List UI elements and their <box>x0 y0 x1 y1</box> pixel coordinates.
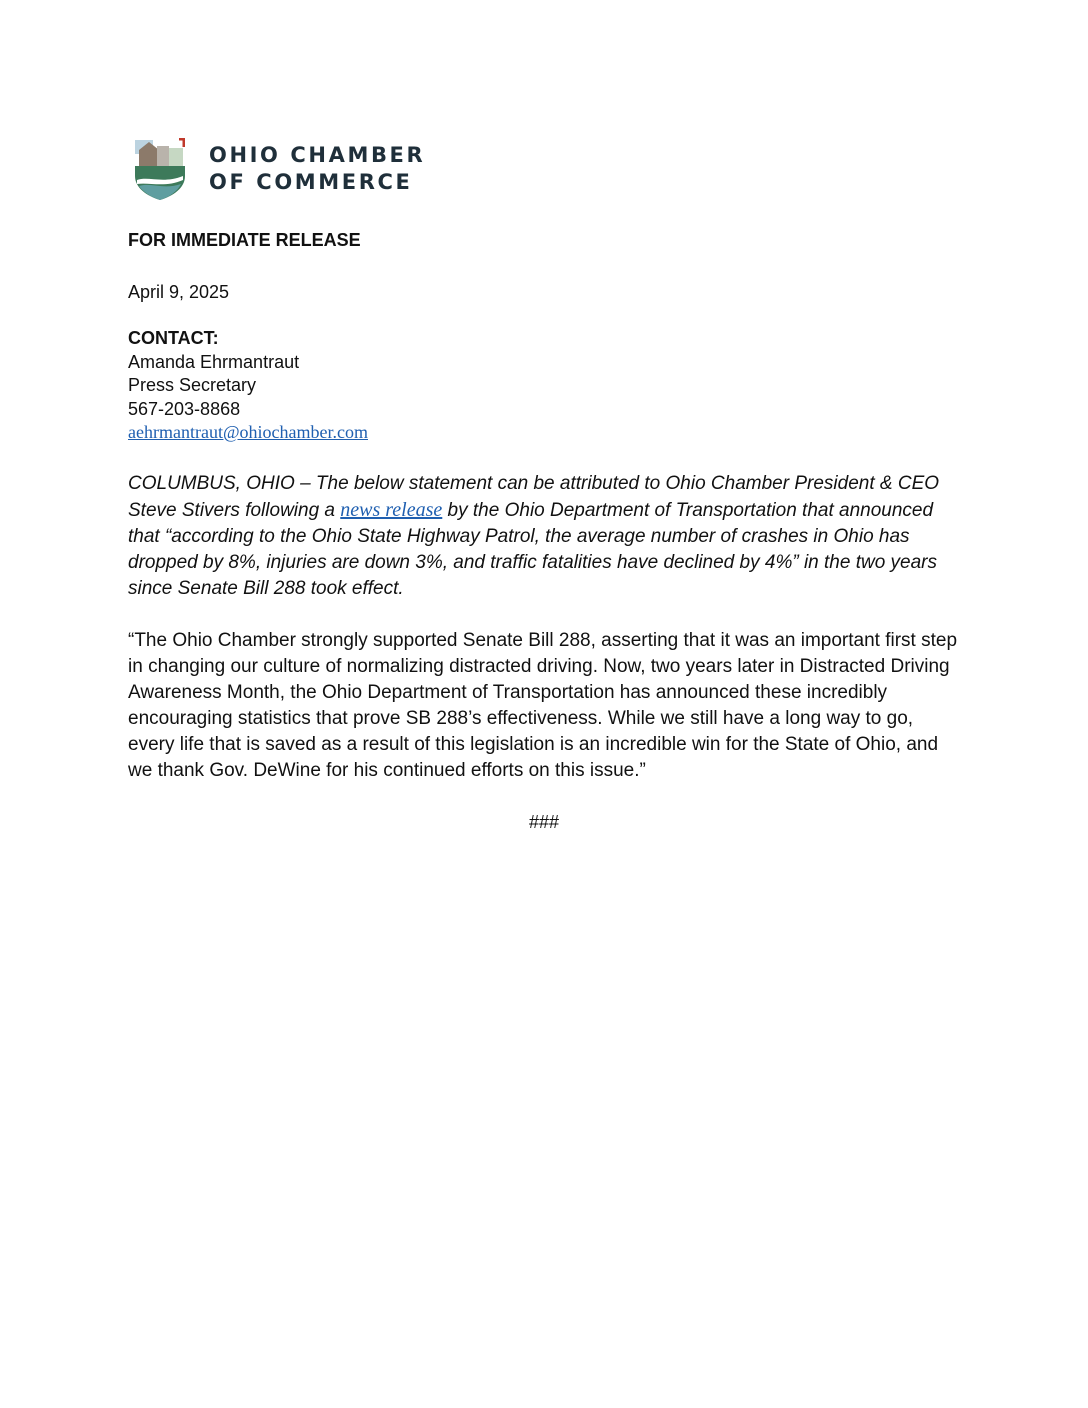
contact-email-link[interactable]: aehrmantraut@ohiochamber.com <box>128 422 368 442</box>
statement-quote: “The Ohio Chamber strongly supported Senate Bill 288, asserting that it was an important first step in changing our culture of normalizing distracted driving. Now, two years later in Distracted Driving Awareness Month, the Ohio Department of Transportation has announced these incredibly encouraging statistics that prove SB 288’s effectiveness. While we still have a long way to go, every life that is saved as a result of this legislation is an incredible win for the State of Ohio, and we thank Gov. DeWine for his continued efforts on this issue.” <box>128 629 958 781</box>
lede-text-1: COLUMBUS, OHIO – The below statement can be attributed to Ohio Chamber President & CEO Steve Stivers following a <box>128 472 940 521</box>
release-date: April 9, 2025 <box>128 282 230 302</box>
end-mark: ### <box>528 811 560 832</box>
logo-line-1: OHIO CHAMBER <box>209 143 426 167</box>
contact-name: Amanda Ehrmantraut <box>128 351 300 372</box>
lede-paragraph <box>128 471 960 602</box>
ohio-chamber-emblem-icon <box>133 136 187 202</box>
logo-wordmark <box>209 142 425 196</box>
contact-phone: 567-203-8868 <box>128 398 241 419</box>
contact-label: CONTACT: <box>128 328 219 348</box>
news-release-link[interactable]: news release <box>340 498 443 521</box>
logo-line-2: OF COMMERCE <box>209 170 413 194</box>
release-heading: FOR IMMEDIATE RELEASE <box>128 230 361 250</box>
ohio-chamber-logo <box>133 136 425 202</box>
release-body <box>128 228 960 834</box>
contact-title: Press Secretary <box>128 375 257 395</box>
lede-text-2: by the Ohio Department of Transportation that announced that “according to the Ohio State Highway Patrol, the average number of crashes in Ohio has dropped by 8%, injuries are down 3%, and traffic fatalities have declined by 4%” in the two years since Senate Bill 288 took effect. <box>128 499 938 599</box>
contact-block <box>128 327 960 445</box>
